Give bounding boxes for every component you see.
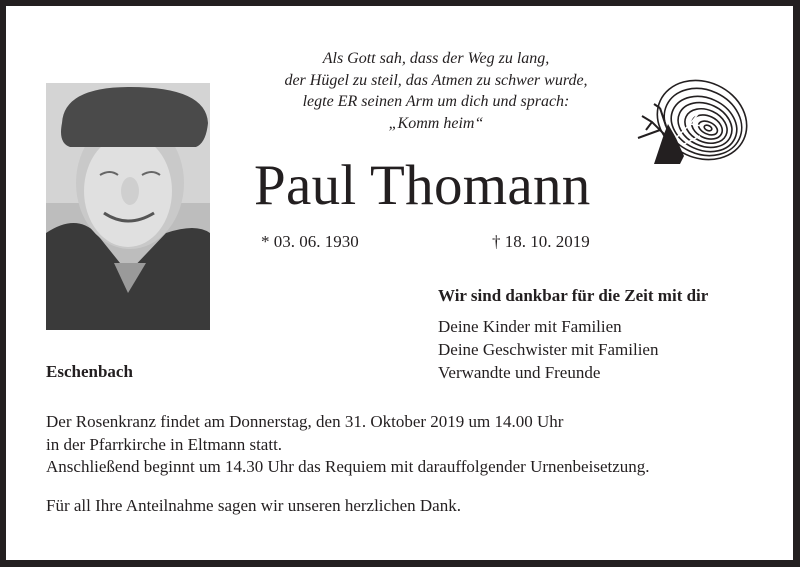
tree-trunk-rings-icon [624,72,754,168]
poem-line: der Hügel zu steil, das Atmen zu schwer wurde, [284,71,588,89]
poem-line: Als Gott sah, dass der Weg zu lang, [322,50,550,67]
service-details [46,411,650,479]
deceased-name: Paul Thomann [254,154,591,217]
obituary-notice [6,6,793,560]
closing-thanks: Für all Ihre Anteilnahme sagen wir unseren herzlichen Dank. [46,496,461,515]
service-line: in der Pfarrkirche in Eltmann statt. [46,434,283,454]
thanks-heading: Wir sind dankbar für die Zeit mit dir [438,286,709,305]
poem [246,48,626,134]
place-of-residence: Eschenbach [46,362,133,381]
service-line: Anschließend beginnt um 14.30 Uhr das Requiem mit darauffolgender Urnenbeisetzung. [46,457,650,476]
service-line: Der Rosenkranz findet am Donnerstag, den 31. Oktober 2019 um 14.00 Uhr [46,412,564,431]
death-date: † 18. 10. 2019 [492,232,590,251]
portrait-photo [46,83,210,330]
mourners-list [438,315,658,384]
mourner-line: Deine Geschwister mit Familien [438,340,659,359]
poem-line: legte ER seinen Arm um dich und sprach: [302,93,570,110]
mourner-line: Deine Kinder mit Familien [438,317,622,336]
birth-date: * 03. 06. 1930 [261,232,359,251]
poem-line: „Komm heim“ [388,114,484,132]
mourner-line: Verwandte und Freunde [438,363,601,382]
